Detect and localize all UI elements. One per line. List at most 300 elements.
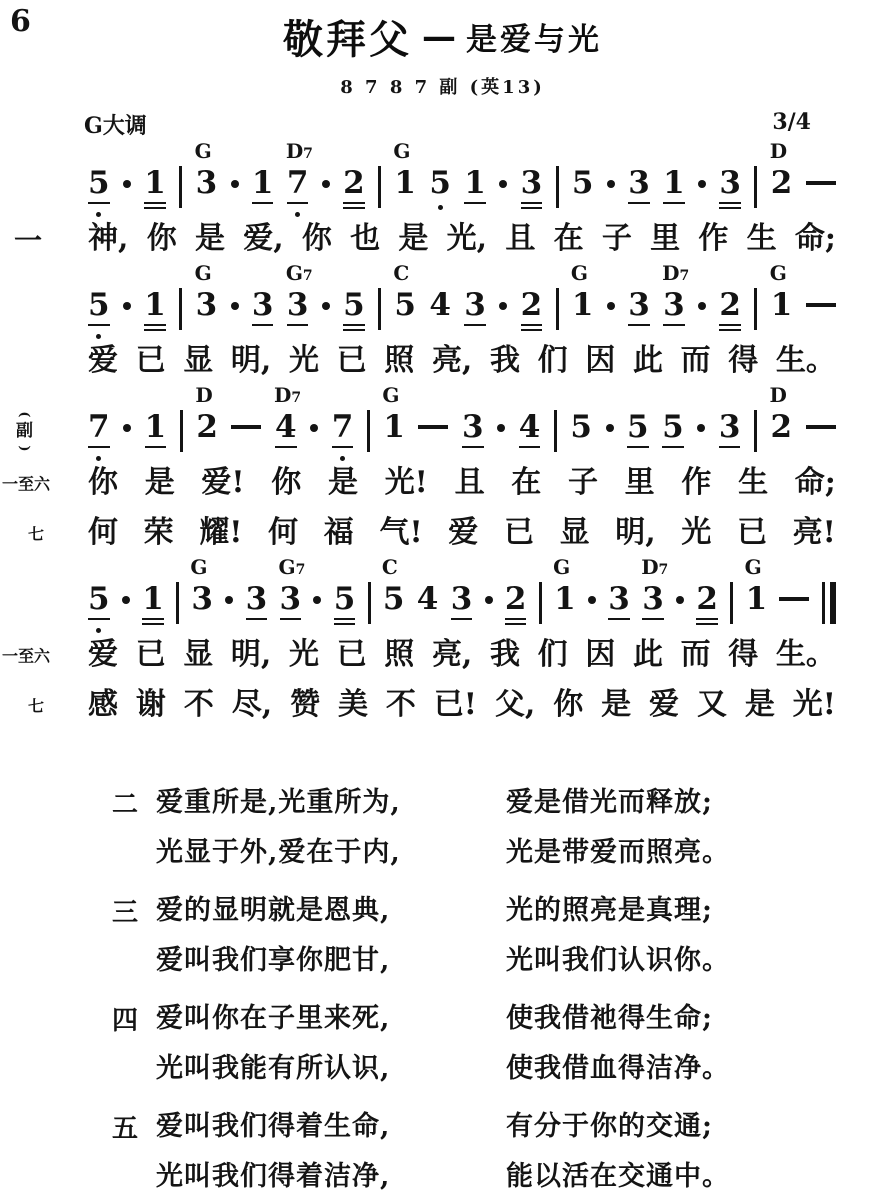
lyric-char: 爱: [649, 687, 680, 722]
lyric-char: 生: [746, 221, 777, 256]
verse: [112, 882, 885, 982]
lyric-char: 你: [146, 221, 177, 256]
augmentation-dot: [310, 424, 318, 432]
lyric-char: 赞: [290, 687, 321, 722]
chord-label: G: [382, 383, 400, 407]
music-system: [0, 139, 885, 264]
note-digit: 2: [196, 409, 218, 445]
eighth-underline: [343, 324, 365, 327]
note-digit: 3: [286, 287, 309, 323]
lyric-char: 们: [537, 637, 568, 672]
eighth-underline: [628, 324, 650, 327]
verse-line-right: 光是带爱而照亮。: [506, 836, 730, 868]
lyric-char: 你: [271, 465, 302, 500]
chord-label: D: [769, 383, 787, 407]
music-system: [0, 383, 885, 558]
lyric-char: 子: [567, 465, 598, 500]
notation-token-row: [88, 555, 836, 630]
note: [194, 261, 218, 323]
verses-block: [112, 774, 885, 1195]
refrain-label-text: 副: [16, 421, 33, 441]
eighth-underline: [521, 202, 543, 205]
note: [450, 581, 473, 617]
chord-seventh: 7: [291, 390, 302, 406]
lyric-char: 生: [738, 465, 769, 500]
stanza-range-label: 七: [28, 524, 45, 544]
note: [627, 409, 649, 445]
eighth-underline: [521, 324, 543, 327]
lyric-char: 福: [323, 515, 354, 550]
lyric-char: 你: [301, 221, 332, 256]
note: [608, 581, 630, 617]
lyric-char: 已: [336, 343, 367, 378]
final-barline-thin: [822, 582, 825, 624]
eighth-underline: [88, 618, 110, 621]
verse-line-right: 爱是借光而释放;: [506, 786, 713, 818]
lyric-char: 而: [680, 637, 711, 672]
verse-line-right: 能以活在交通中。: [506, 1160, 730, 1192]
chord-label: G: [393, 139, 411, 163]
note-digit: 3: [245, 581, 268, 617]
eighth-underline: [696, 618, 718, 621]
eighth-underline: [334, 618, 356, 621]
note-digit: 4: [518, 409, 541, 445]
eighth-underline: [88, 324, 110, 327]
note: [278, 555, 306, 617]
lyric-char: 照: [384, 637, 415, 672]
lyrics-line: [0, 680, 885, 730]
barline: [368, 582, 371, 624]
note-digit: 3: [195, 287, 218, 323]
note-digit: 3: [520, 165, 543, 201]
chord-label: G7: [278, 555, 306, 579]
barline: [539, 582, 542, 624]
note: [333, 581, 356, 617]
lyrics-row: [88, 687, 836, 722]
stanza-range-label: 七: [28, 696, 45, 716]
lyric-char: 美: [337, 687, 368, 722]
verse-body: [156, 774, 730, 874]
sixteenth-underline: [343, 329, 365, 332]
title-dash: —: [422, 17, 456, 57]
verse-number: 四: [112, 1006, 139, 1036]
barline: [378, 288, 381, 330]
dash-prolong-note: [806, 181, 836, 185]
barline: [730, 582, 733, 624]
note-digit: 1: [663, 165, 685, 201]
note-digit: 2: [719, 287, 741, 323]
time-signature: 3/4: [772, 109, 811, 135]
eighth-underline: [287, 324, 309, 327]
lyric-char: 已: [503, 515, 534, 550]
verse-body: [156, 990, 730, 1090]
lyric-char: 得: [728, 343, 759, 378]
note: [518, 409, 541, 445]
verse-line: [156, 882, 730, 932]
lyric-char: 荣: [143, 515, 174, 550]
lyric-char: 光!: [384, 465, 428, 500]
verse-body: [156, 1098, 730, 1195]
lyric-char: 感: [88, 687, 118, 722]
lyric-char: 爱: [448, 515, 479, 550]
note-digit: 5: [343, 287, 365, 323]
note-digit: 1: [251, 165, 274, 201]
chord-label: G7: [285, 261, 313, 285]
note-digit: 3: [462, 409, 484, 445]
sixteenth-underline: [505, 623, 527, 626]
lyric-char: 光!: [792, 687, 836, 722]
chord-label: G: [553, 555, 571, 579]
lyric-char: 生。: [775, 343, 836, 378]
verse-line-left: 爱重所是,光重所为,: [156, 786, 401, 818]
chord-label: D7: [274, 383, 302, 407]
lyric-char: 已: [336, 637, 367, 672]
lyric-char: 何: [268, 515, 299, 550]
augmentation-dot: [322, 180, 330, 188]
verse-number: 二: [112, 790, 139, 820]
lyric-char: 已: [135, 343, 166, 378]
note-digit: 3: [279, 581, 302, 617]
barline: [556, 166, 559, 208]
note: [251, 165, 274, 201]
note: [251, 287, 274, 323]
lyric-char: 爱: [88, 343, 118, 378]
note: [429, 287, 451, 323]
lyric-char: 又: [696, 687, 727, 722]
note: [142, 581, 164, 617]
lyric-char: 光: [289, 343, 320, 378]
eighth-underline: [719, 446, 741, 449]
note-digit: 1: [464, 165, 486, 201]
note-digit: 3: [191, 581, 213, 617]
augmentation-dot: [123, 180, 131, 188]
margin-gutter: [0, 386, 88, 458]
lyric-char: 尽,: [231, 687, 273, 722]
lyric-char: 们: [537, 343, 568, 378]
eighth-underline: [719, 202, 741, 205]
note: [571, 165, 594, 201]
note-digit: 3: [719, 165, 741, 201]
notation-token-row: [88, 261, 836, 336]
eighth-underline: [332, 446, 354, 449]
chord-label: G: [194, 139, 212, 163]
sixteenth-underline: [144, 207, 166, 210]
note-digit: 1: [394, 165, 416, 201]
note-digit: 1: [144, 409, 167, 445]
eighth-underline: [642, 618, 664, 621]
note: [628, 165, 650, 201]
barline: [378, 166, 381, 208]
eighth-underline: [88, 202, 110, 205]
augmentation-dot: [225, 596, 233, 604]
note-digit: 3: [251, 287, 274, 323]
note: [520, 165, 543, 201]
note-digit: 5: [88, 581, 110, 617]
lyrics-row: [88, 637, 836, 672]
refrain-paren-close: ): [17, 445, 32, 452]
page-number: 6: [10, 4, 31, 39]
augmentation-dot: [231, 302, 239, 310]
lyric-char: 明,: [615, 515, 656, 550]
lyric-char: 且: [505, 221, 536, 256]
note-digit: 2: [343, 165, 365, 201]
note: [343, 287, 365, 323]
lyrics-line: [0, 630, 885, 680]
lyric-char: 此: [632, 637, 663, 672]
lyrics-row: [88, 465, 836, 500]
note: [190, 555, 213, 617]
note-digit: 4: [275, 409, 297, 445]
note-digit: 7: [88, 409, 110, 445]
dash-prolong-note: [806, 425, 836, 429]
note: [285, 139, 313, 201]
eighth-underline: [280, 618, 302, 621]
sixteenth-underline: [521, 329, 543, 332]
margin-gutter: [0, 336, 88, 386]
eighth-underline: [252, 202, 274, 205]
eighth-underline: [451, 618, 473, 621]
note-digit: 3: [195, 165, 218, 201]
note-digit: 3: [450, 581, 473, 617]
eighth-underline: [275, 446, 297, 449]
barline: [179, 166, 182, 208]
verse-line: [156, 990, 730, 1040]
hymn-title-main: 敬拜父: [283, 17, 412, 63]
lyric-char: 命;: [794, 221, 836, 256]
margin-gutter: [0, 142, 88, 214]
verse: [112, 774, 885, 874]
music-row: [0, 139, 885, 214]
chord-label: C: [381, 555, 398, 579]
note: [88, 581, 110, 617]
note-digit: 5: [627, 409, 649, 445]
note: [696, 581, 718, 617]
note: [662, 261, 690, 323]
verse-line: [156, 774, 730, 824]
key-signature: G大调: [84, 113, 147, 139]
lyric-char: 耀!: [199, 515, 243, 550]
note: [662, 409, 684, 445]
eighth-underline: [144, 324, 166, 327]
chord-label: G: [769, 261, 787, 285]
chord-label: D: [195, 383, 213, 407]
lyric-char: 爱: [88, 637, 118, 672]
note-digit: 5: [394, 287, 416, 323]
refrain-label: [16, 410, 33, 453]
lyric-char: 是: [601, 687, 632, 722]
note-digit: 2: [770, 409, 793, 445]
lyric-char: 已: [737, 515, 768, 550]
note-digit: 1: [383, 409, 405, 445]
lyric-char: 谢: [135, 687, 166, 722]
lyric-char: 不: [183, 687, 214, 722]
note-digit: 5: [382, 581, 405, 617]
augmentation-dot: [313, 596, 321, 604]
chord-label: D: [769, 139, 788, 163]
dash-prolong-note: [779, 597, 809, 601]
music-system: [0, 555, 885, 730]
margin-gutter: [0, 680, 88, 730]
lyric-char: 生。: [775, 637, 836, 672]
note: [343, 165, 365, 201]
note: [464, 287, 486, 323]
note: [274, 383, 302, 445]
margin-gutter: [0, 458, 88, 508]
verse-line-right: 使我借血得洁净。: [506, 1052, 730, 1084]
lyric-char: 光: [289, 637, 320, 672]
lyric-char: 亮,: [431, 637, 473, 672]
lyric-char: 何: [88, 515, 118, 550]
verse-line-left: 爱叫你在子里来死,: [156, 1002, 391, 1034]
augmentation-dot: [231, 180, 239, 188]
sixteenth-underline: [334, 623, 356, 626]
note-digit: 3: [718, 409, 741, 445]
low-octave-dot: [438, 205, 443, 210]
final-barline: [822, 582, 836, 624]
lyrics-line: [0, 508, 885, 558]
verse-line: [156, 932, 730, 982]
verse-line: [156, 1098, 730, 1148]
chord-label: D7: [641, 555, 669, 579]
eighth-underline: [462, 446, 484, 449]
note-digit: 5: [88, 165, 110, 201]
lyrics-line: [0, 458, 885, 508]
note: [381, 555, 405, 617]
augmentation-dot: [698, 180, 706, 188]
note: [416, 581, 439, 617]
hymn-title-subtitle: 是爱与光: [466, 22, 602, 58]
verse-number: 五: [112, 1114, 139, 1144]
margin-gutter: [0, 558, 88, 630]
lyric-char: 已: [135, 637, 166, 672]
lyric-char: 里: [624, 465, 655, 500]
note-digit: 3: [663, 287, 685, 323]
verse-line-right: 光叫我们认识你。: [506, 944, 730, 976]
verse-line-right: 有分于你的交通;: [506, 1110, 713, 1142]
lyrics-row: [88, 515, 836, 550]
note-digit: 2: [504, 581, 527, 617]
sixteenth-underline: [144, 329, 166, 332]
lyric-char: 明,: [230, 637, 272, 672]
lyric-char: 光,: [446, 221, 488, 256]
lyric-char: 里: [650, 221, 681, 256]
notation-token-row: [88, 139, 836, 214]
verse-line-left: 爱叫我们得着生命,: [156, 1110, 391, 1142]
lyric-char: 亮,: [431, 343, 473, 378]
hymn-title: [0, 0, 885, 65]
note: [628, 287, 650, 323]
barline: [754, 410, 757, 452]
note-digit: 1: [554, 581, 576, 617]
lyric-char: 是: [327, 465, 358, 500]
note: [719, 287, 741, 323]
verse-line-right: 光的照亮是真理;: [506, 894, 713, 926]
sixteenth-underline: [696, 623, 718, 626]
verse: [112, 990, 885, 1090]
chord-seventh: 7: [302, 268, 313, 284]
notation-token-row: [88, 383, 836, 458]
dash-prolong-note: [806, 303, 836, 307]
lyric-char: 爱!: [201, 465, 245, 500]
note: [144, 409, 167, 445]
lyric-char: 光: [681, 515, 712, 550]
lyric-char: 是: [398, 221, 429, 256]
stanza-range-label: 一至六: [2, 474, 51, 494]
augmentation-dot: [485, 596, 493, 604]
note: [195, 383, 218, 445]
barline: [179, 288, 182, 330]
note-digit: 2: [770, 165, 793, 201]
verse-line: [156, 824, 730, 874]
note: [88, 287, 110, 323]
note: [88, 165, 110, 201]
note-digit: 5: [88, 287, 110, 323]
music-notation-block: [0, 139, 885, 730]
eighth-underline: [464, 324, 486, 327]
augmentation-dot: [606, 424, 614, 432]
music-row: [0, 383, 885, 458]
lyric-char: 显: [183, 637, 214, 672]
note: [769, 383, 793, 445]
note: [570, 409, 592, 445]
refrain-paren-open: (: [17, 411, 32, 418]
eighth-underline: [519, 446, 541, 449]
lyric-char: 爱,: [243, 221, 284, 256]
note-digit: 3: [628, 165, 650, 201]
music-system: [0, 261, 885, 386]
augmentation-dot: [499, 302, 507, 310]
lyric-char: 你: [553, 687, 584, 722]
lyric-char: 亮!: [792, 515, 836, 550]
augmentation-dot: [499, 180, 507, 188]
margin-gutter: [0, 264, 88, 336]
eighth-underline: [719, 324, 741, 327]
eighth-underline: [464, 202, 486, 205]
lyric-char: 照: [384, 343, 415, 378]
eighth-underline: [343, 202, 365, 205]
note-digit: 1: [571, 287, 594, 323]
sixteenth-underline: [343, 207, 365, 210]
eighth-underline: [662, 446, 684, 449]
eighth-underline: [88, 446, 110, 449]
barline: [554, 410, 557, 452]
lyric-char: 此: [632, 343, 663, 378]
lyric-char: 在: [511, 465, 542, 500]
augmentation-dot: [588, 596, 596, 604]
eighth-underline: [142, 618, 164, 621]
verse-line-left: 爱的显明就是恩典,: [156, 894, 391, 926]
lyric-char: 因: [585, 343, 616, 378]
note: [641, 555, 669, 617]
lyric-char: 我: [490, 343, 521, 378]
verse-line-left: 爱叫我们享你肥甘,: [156, 944, 391, 976]
note-digit: 3: [608, 581, 630, 617]
note-digit: 3: [642, 581, 664, 617]
lyric-char: 父,: [494, 687, 536, 722]
sixteenth-underline: [142, 623, 164, 626]
note-digit: 7: [331, 409, 354, 445]
lyric-char: 在: [553, 221, 584, 256]
lyric-char: 是: [744, 687, 775, 722]
augmentation-dot: [322, 302, 330, 310]
augmentation-dot: [497, 424, 505, 432]
dash-prolong-note: [418, 425, 448, 429]
chord-label: G: [194, 261, 212, 285]
lyric-char: 你: [88, 465, 118, 500]
note-digit: 1: [144, 165, 166, 201]
chord-label: G: [744, 555, 762, 579]
barline: [754, 166, 757, 208]
